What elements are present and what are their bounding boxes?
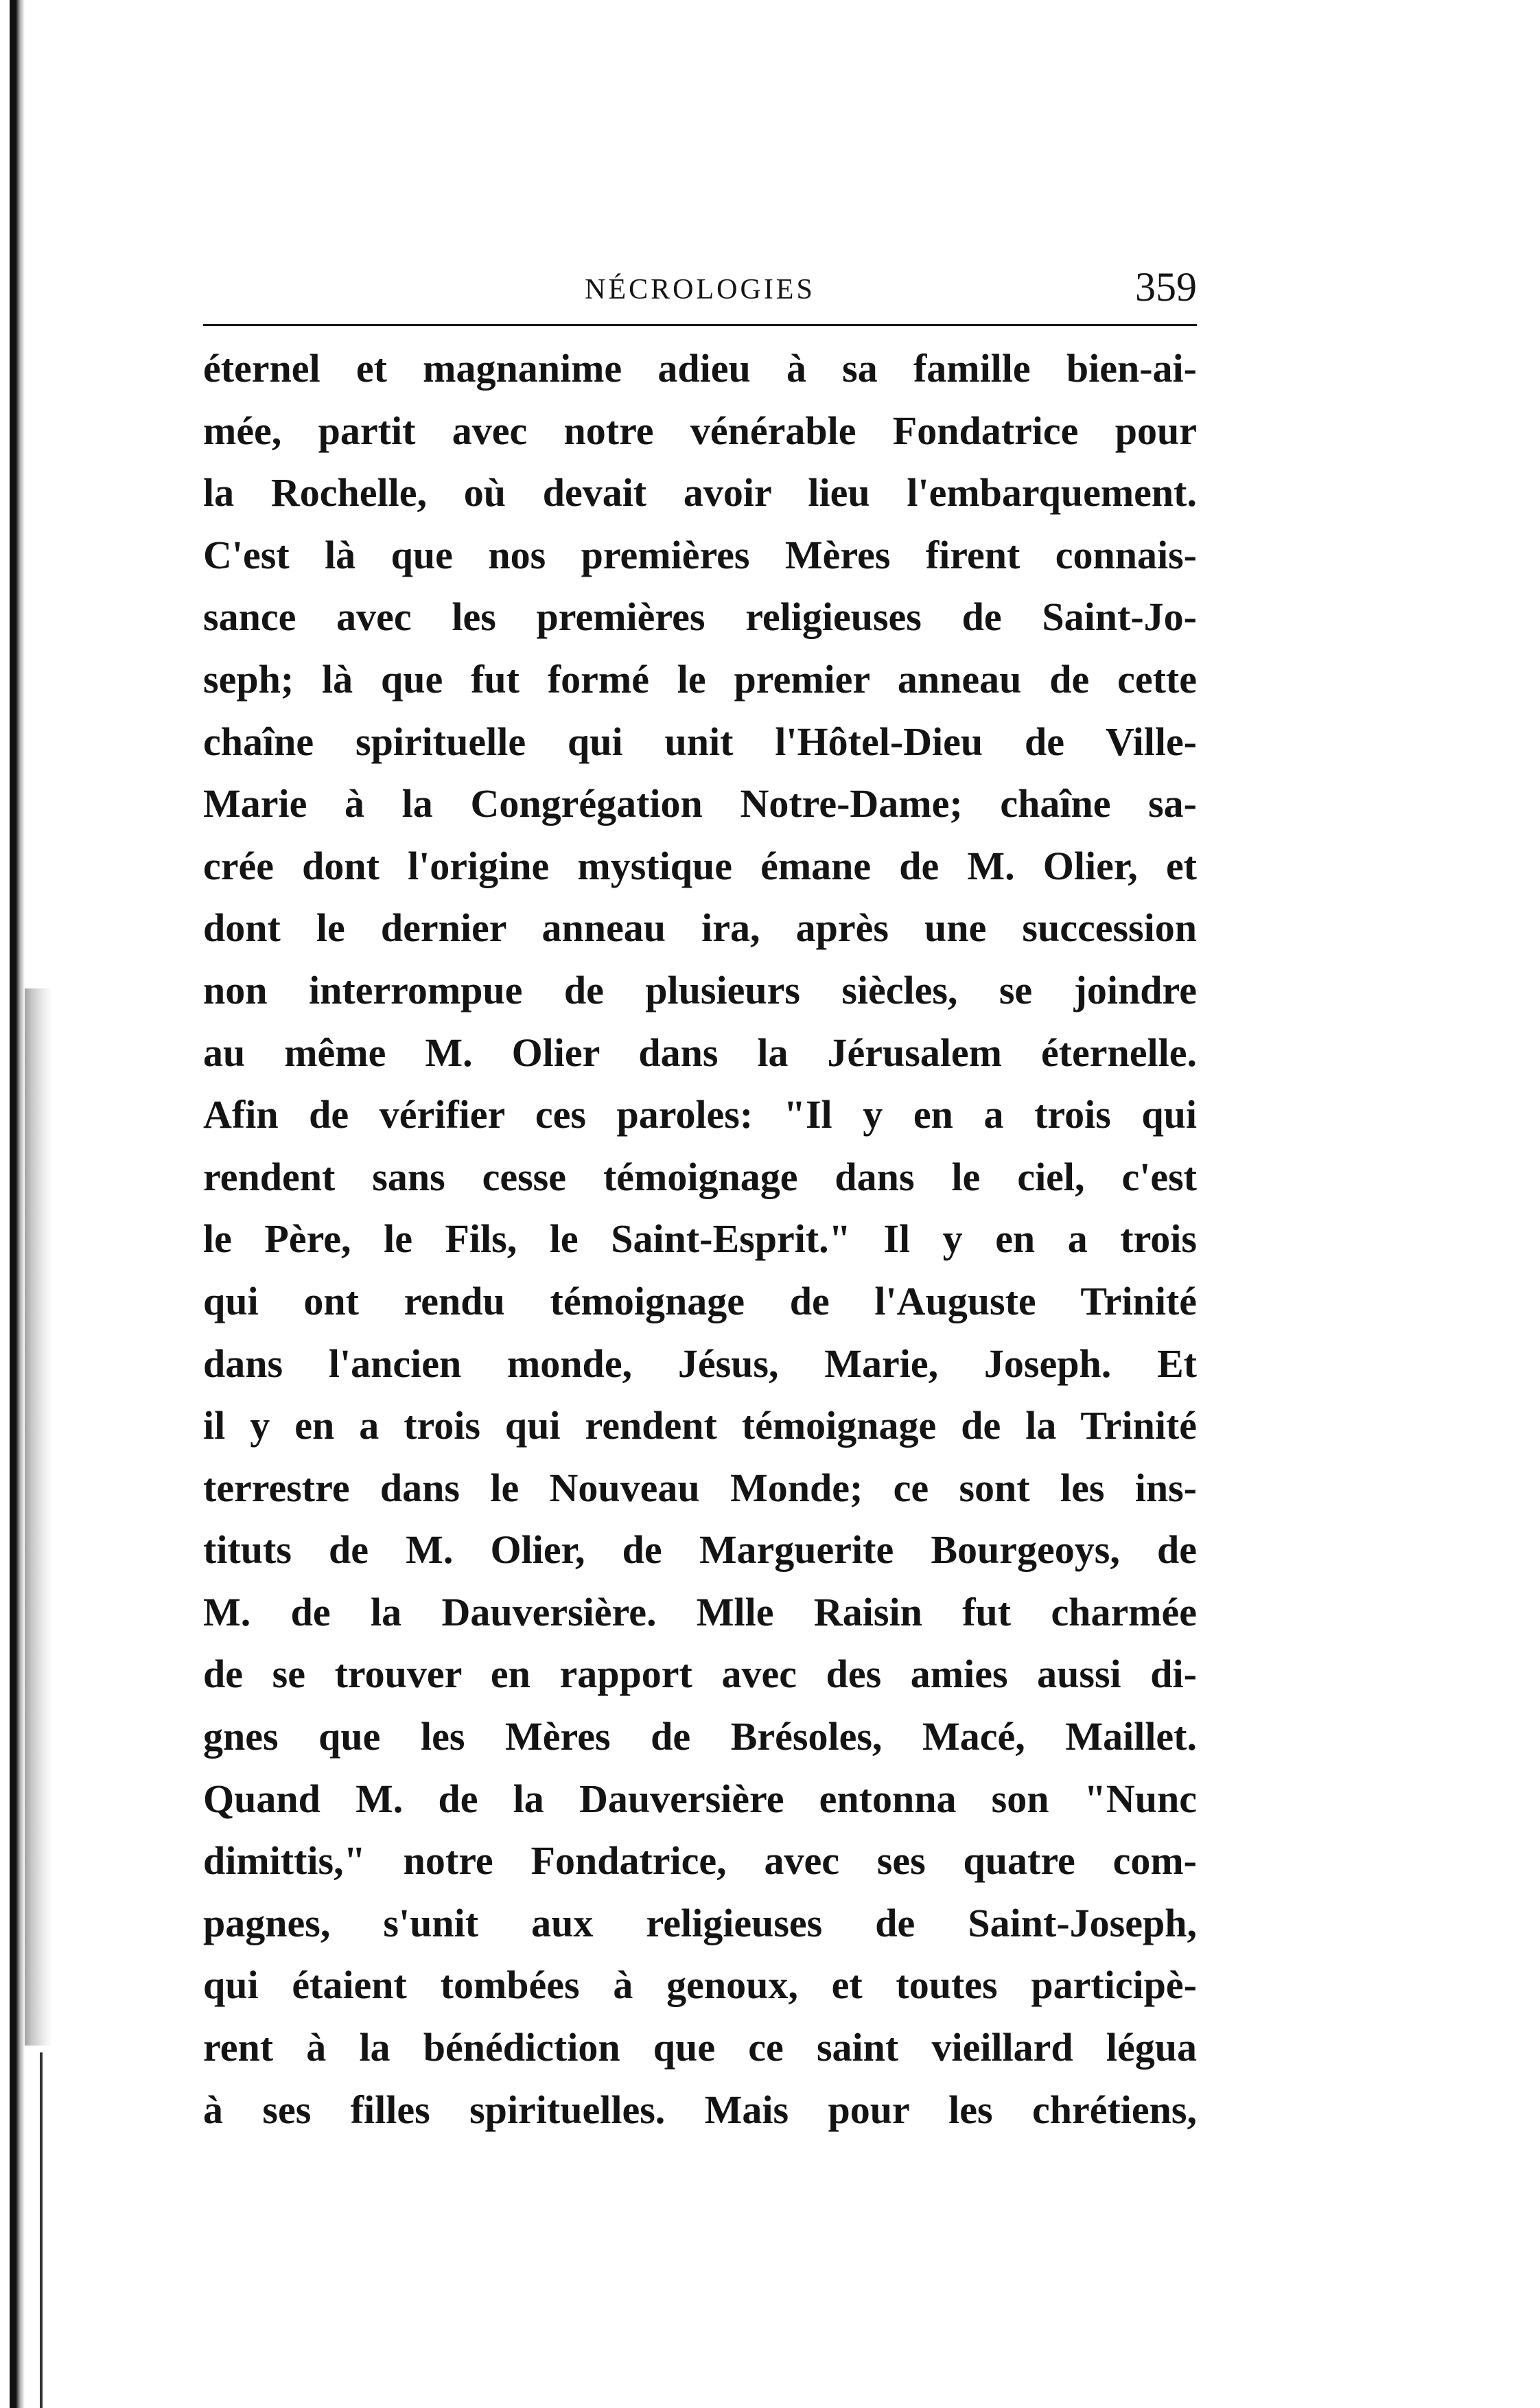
text-line: sance avec les premières religieuses de Saint-Jo- (203, 594, 1197, 640)
text-line: la Rochelle, où devait avoir lieu l'embarquement. (203, 470, 1197, 516)
text-line: terrestre dans le Nouveau Monde; ce sont les ins- (203, 1465, 1197, 1510)
text-line: gnes que les Mères de Brésoles, Macé, Maillet. (203, 1714, 1197, 1759)
text-line: qui ont rendu témoignage de l'Auguste Trinité (203, 1278, 1197, 1323)
binding-edge (10, 0, 25, 2408)
text-line: Marie à la Congrégation Notre-Dame; chaîne sa- (203, 781, 1197, 826)
text-line: C'est là que nos premières Mères firent connais- (203, 532, 1197, 577)
text-line: chaîne spirituelle qui unit l'Hôtel-Dieu de Ville- (203, 719, 1197, 764)
text-line: tituts de M. Olier, de Marguerite Bourgeoys, de (203, 1527, 1197, 1573)
text-line: non interrompue de plusieurs siècles, se joindre (203, 967, 1197, 1012)
text-line: il y en a trois qui rendent témoignage de la Trinité (203, 1403, 1197, 1448)
text-line: qui étaient tombées à genoux, et toutes participè- (203, 1963, 1197, 2008)
text-line: au même M. Olier dans la Jérusalem éternelle. (203, 1030, 1197, 1075)
page-number: 359 (1135, 264, 1197, 310)
text-line: à ses filles spirituelles. Mais pour les chrétiens, (203, 2087, 1197, 2132)
text-line: dans l'ancien monde, Jésus, Marie, Joseph. Et (203, 1341, 1197, 1386)
text-line: rendent sans cesse témoignage dans le ciel, c'est (203, 1154, 1197, 1199)
text-line: M. de la Dauversière. Mlle Raisin fut charmée (203, 1589, 1197, 1634)
text-line: mée, partit avec notre vénérable Fondatrice pour (203, 408, 1197, 453)
text-line: Quand M. de la Dauversière entonna son "Nunc (203, 1776, 1197, 1821)
binding-line (40, 2052, 43, 2408)
text-line: dont le dernier anneau ira, après une succession (203, 905, 1197, 951)
header-rule (203, 324, 1197, 326)
running-head (203, 261, 1197, 324)
running-title: NÉCROLOGIES (585, 274, 815, 305)
text-line: seph; là que fut formé le premier anneau de cette (203, 656, 1197, 702)
text-line: dimittis," notre Fondatrice, avec ses quatre com- (203, 1838, 1197, 1884)
body-text (203, 338, 1197, 2141)
text-line: éternel et magnanime adieu à sa famille bien-ai- (203, 346, 1197, 391)
text-line: pagnes, s'unit aux religieuses de Saint-Joseph, (203, 1900, 1197, 1945)
text-line: crée dont l'origine mystique émane de M. Olier, et (203, 843, 1197, 888)
text-line: rent à la bénédiction que ce saint vieillard légua (203, 2025, 1197, 2070)
text-line: de se trouver en rapport avec des amies aussi di- (203, 1652, 1197, 1697)
text-line: le Père, le Fils, le Saint-Esprit." Il y en a trois (203, 1216, 1197, 1262)
binding-shadow (25, 988, 52, 2046)
text-line: Afin de vérifier ces paroles: "Il y en a trois qui (203, 1092, 1197, 1137)
